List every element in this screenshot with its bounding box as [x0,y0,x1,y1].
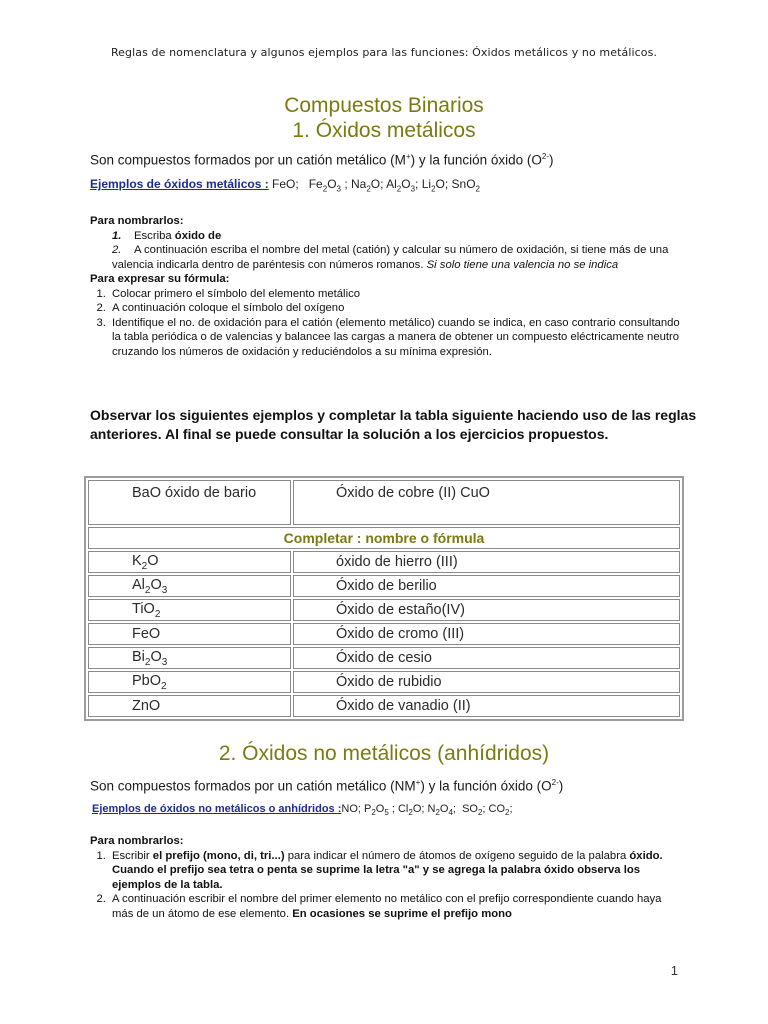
title-oxidos-no-metalicos: 2. Óxidos no metálicos (anhídridos) [218,742,550,765]
formula-cell: $K_2O$ [88,551,291,573]
name-cell: Óxido de estaño(IV) [293,599,680,621]
table-row [88,599,680,621]
naming-step-2: 2. A continuación escriba el nombre del metal (catión) y calcular su número de oxidación, si tiene más de una valencia indicarla dentro de paréntesis con números romanos. Si solo tiene una valencia no se indica [112,244,669,271]
name-cell: Óxido de cromo (III) [293,623,680,645]
naming-title-2: Para nombrarlos: [90,835,184,847]
name-cell: Óxido de rubidio [293,671,680,693]
table-complete-row [88,527,680,549]
section2-examples: Ejemplos de óxidos no metálicos o anhídridos :NO; $P_2O_5$ ; $Cl_2O$; $N_2O_4$; $SO_2$; $CO_2$; [92,803,513,818]
formula-step: 3. Identifique el no. de oxidación para el catión (elemento metálico) cuando se indica, en caso contrario consultando la tabla periódica o de valencias y balancee las cargas a manera de obtener un compuesto eléctricamente neutro cruzando los números de oxidación y reduciéndolos a su mínima expresión. [109,316,680,360]
formula-list [90,287,680,360]
complete-label: Completar : nombre o fórmula [88,527,680,549]
table-header-row [88,480,680,525]
naming-title: Para nombrarlos: [90,215,184,227]
formula-title: Para expresar su fórmula: [90,273,230,285]
section1-examples: Ejemplos de óxidos metálicos : FeO; $Fe_2O_3$ ; $Na_2O$; $Al_2O_3$; $Li_2O$; SnO$_2$ [90,177,480,194]
name-cell: Óxido de cesio [293,647,680,669]
title-oxidos-metalicos: 1. Óxidos metálicos [292,119,476,142]
naming-list-2 [90,849,680,922]
name-cell: Óxido de berilio [293,575,680,597]
formula-cell: ZnO [88,695,291,717]
formula-step: 1. Colocar primero el símbolo del elemento metálico [109,287,680,302]
name-cell: Óxido de vanadio (II) [293,695,680,717]
naming-step: 1. Escribir el prefijo (mono, di, tri...) para indicar el número de átomos de oxígeno seguido de la palabra óxido. Cuando el prefijo sea tetra o penta se suprime la letra "a" y se agrega la palabra óxido observa los ejemplos de la tabla. [109,849,680,893]
cell-bao: BaO óxido de bario [88,480,291,525]
title-compuestos-binarios: Compuestos Binarios [284,94,484,117]
oxides-table [84,476,684,721]
section2-rules [90,834,680,921]
page-number: 1 [670,963,678,978]
naming-step-1: 1. Escriba óxido de [112,229,222,242]
name-cell: óxido de hierro (III) [293,551,680,573]
table-row [88,551,680,573]
cell-cuo: Óxido de cobre (II) CuO [293,480,680,525]
table-row [88,575,680,597]
section1-rules [90,214,680,359]
formula-cell: $Bi_2O_3$ [88,647,291,669]
table-row [88,671,680,693]
page-header: Reglas de nomenclatura y algunos ejemplos para las funciones: Óxidos metálicos y no metálicos. [110,46,658,59]
table-row [88,623,680,645]
naming-step: 2. A continuación escribir el nombre del primer elemento no metálico con el prefijo correspondiente cuando haya más de un átomo de ese elemento. En ocasiones se suprime el prefijo mono [109,892,680,921]
examples-label: Ejemplos de óxidos metálicos : [90,177,269,191]
examples-label-2: Ejemplos de óxidos no metálicos o anhídridos : [92,803,342,815]
section2-intro: Son compuestos formados por un catión metálico (NM+) y la función óxido $(O^{2-})$ [90,778,564,794]
observe-instructions: Observar los siguientes ejemplos y completar la tabla siguiente haciendo uso de las reglas anteriores. Al final se puede consultar la solución a los ejercicios propuestos. [90,407,697,442]
table-row [88,647,680,669]
formula-cell: FeO [88,623,291,645]
formula-step: 2. A continuación coloque el símbolo del oxígeno [109,301,680,316]
table-row [88,695,680,717]
formula-cell: $Al_2O_3$ [88,575,291,597]
section1-intro: Son compuestos formados por un catión metálico (M+) y la función óxido $(O^{2-})$ [90,152,554,168]
formula-cell: PbO$_2$ [88,671,291,693]
formula-cell: TiO$_2$ [88,599,291,621]
